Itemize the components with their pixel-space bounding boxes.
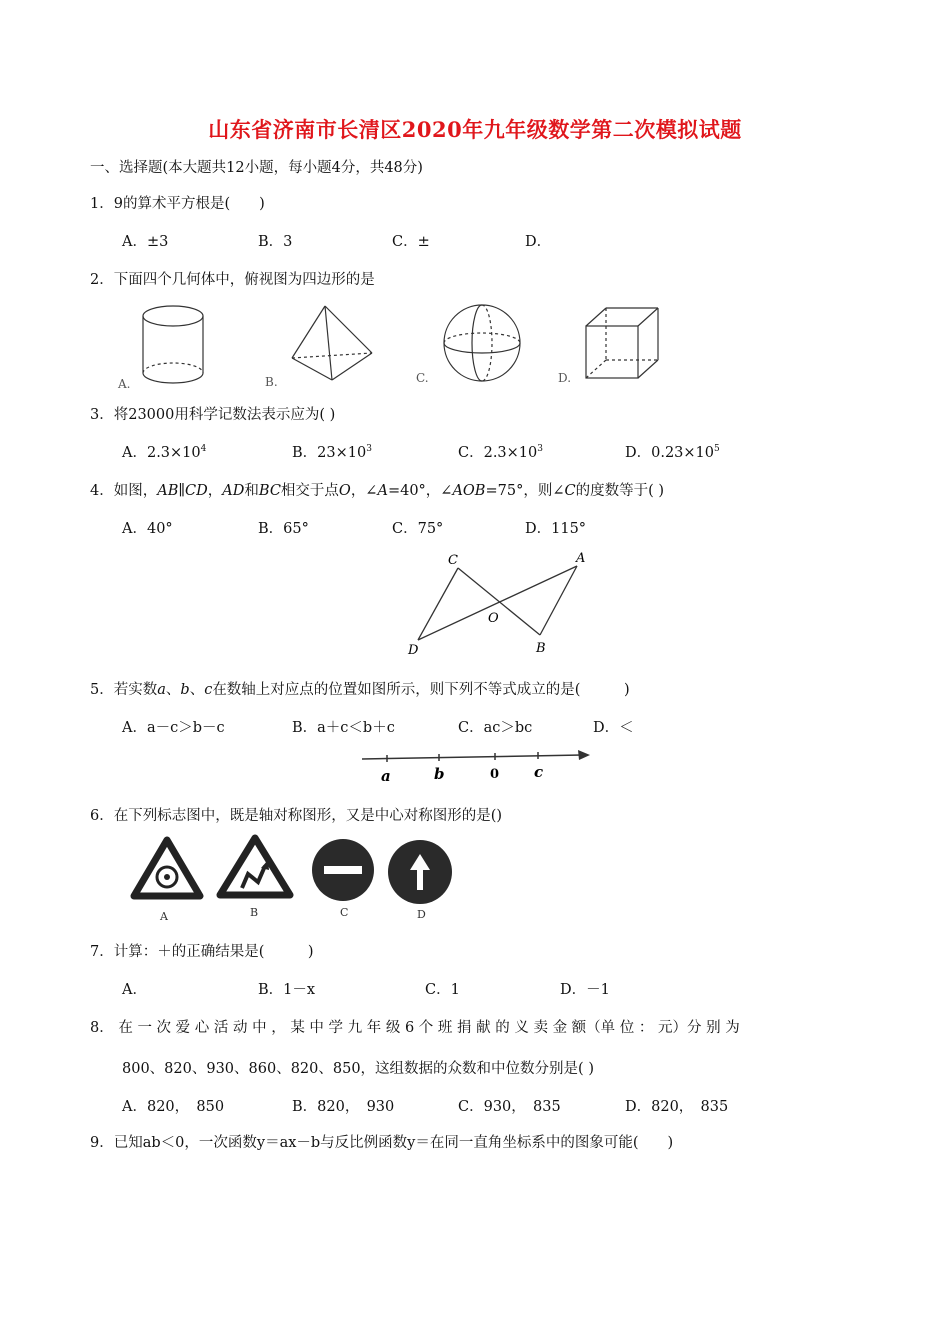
q4-label-d: D — [408, 643, 419, 658]
q1-option-b: B．3 — [258, 234, 293, 250]
question-6-stem: 6．在下列标志图中，既是轴对称图形，又是中心对称图形的是() — [90, 808, 503, 824]
q2-label-b: B. — [265, 375, 278, 389]
q8-option-b: B．820， 930 — [292, 1099, 395, 1115]
q2-label-c: C. — [416, 371, 429, 385]
axis-label-c: c — [534, 763, 544, 781]
q7-option-a: A． — [122, 982, 147, 998]
sign-b-zigzag-icon — [220, 838, 290, 895]
sphere-figure — [444, 305, 520, 381]
question-5-stem: 5．若实数a、b、c在数轴上对应点的位置如图所示，则下列不等式成立的是( ) — [90, 682, 630, 698]
q4-label-c: C — [448, 553, 458, 568]
q1-option-c: C．± — [392, 234, 430, 250]
q5-number-line — [360, 745, 595, 785]
q5-option-c: C．ac＞bc — [458, 720, 533, 736]
q6-label-c: C — [340, 906, 349, 919]
q4-option-c: C．75° — [392, 521, 444, 537]
q6-label-d: D — [417, 908, 426, 921]
q5-option-a: A．a－c＞b－c — [122, 720, 225, 736]
question-2-stem: 2．下面四个几何体中，俯视图为四边形的是 — [90, 272, 375, 288]
q7-option-d: D．－1 — [560, 982, 610, 998]
q1-option-d: D． — [525, 234, 552, 250]
axis-label-b: b — [434, 765, 445, 783]
axis-label-a: a — [381, 767, 391, 785]
q7-option-c: C．1 — [425, 982, 460, 998]
q6-label-a: A — [160, 910, 168, 923]
question-1-stem: 1．9的算术平方根是( ) — [90, 196, 265, 212]
q4-label-b: B — [536, 641, 546, 656]
q7-option-b: B．1－x — [258, 982, 316, 998]
sign-d-up-arrow-icon — [388, 840, 452, 904]
section-heading: 一、选择题(本大题共12小题，每小题4分，共48分) — [90, 160, 423, 176]
cylinder-figure — [143, 306, 203, 383]
question-7-stem: 7．计算：＋的正确结果是( ) — [90, 944, 314, 960]
q4-label-a: A — [576, 551, 586, 566]
q4-option-a: A．40° — [122, 521, 173, 537]
q1-option-a: A．±3 — [122, 234, 169, 250]
q3-option-d: D．$0.23\times 10^5$ — [625, 444, 720, 461]
sign-c-no-entry-icon — [312, 839, 374, 901]
q3-option-c: C．$2.3\times 10^3$ — [458, 444, 543, 461]
q2-solids-figure — [110, 298, 670, 393]
q3-option-b: B．$23\times 10^3$ — [292, 444, 372, 461]
q4-geometry-figure — [400, 548, 600, 658]
sign-a-triangle-icon — [134, 840, 200, 896]
q8-option-c: C．930， 835 — [458, 1099, 561, 1115]
q2-label-a: A. — [118, 377, 131, 391]
page-title: 山东省济南市长清区2020年九年级数学第二次模拟试题 — [208, 117, 742, 142]
q5-option-b: B．a＋c＜b＋c — [292, 720, 395, 736]
q2-label-d: D. — [558, 371, 572, 385]
q8-option-d: D．820， 835 — [625, 1099, 729, 1115]
q6-signs-figure — [130, 832, 460, 927]
q3-option-a: A．$2.3\times 10^4$ — [122, 444, 207, 461]
q4-option-d: D．115° — [525, 521, 587, 537]
q4-label-o: O — [488, 611, 499, 626]
axis-label-zero: 0 — [490, 767, 500, 782]
q5-option-d: D．＜ — [593, 720, 634, 736]
q4-option-b: B．65° — [258, 521, 309, 537]
pyramid-figure — [292, 306, 372, 380]
question-9-stem: 9．已知ab＜0，一次函数y＝ax－b与反比例函数y＝在同一直角坐标系中的图象可能( ) — [90, 1135, 674, 1151]
cube-figure — [586, 308, 658, 378]
q8-option-a: A．820， 850 — [122, 1099, 225, 1115]
question-8-stem-line2: 800、820、930、860、820、850，这组数据的众数和中位数分别是( ) — [122, 1061, 594, 1077]
question-3-stem: 3．将23000用科学记数法表示应为( ) — [90, 407, 336, 423]
q6-label-b: B — [250, 906, 259, 919]
question-8-stem-line1: 8． 在 一 次 爱 心 活 动 中 ， 某 中 学 九 年 级 6 个 班 捐 献 的 义 卖 金 额（单 位 ： 元）分 别 为 — [90, 1020, 740, 1036]
question-4-stem: 4．如图，AB∥CD，AD和BC相交于点O，∠A=40°，∠AOB=75°，则∠C的度数等于( ) — [90, 483, 665, 499]
